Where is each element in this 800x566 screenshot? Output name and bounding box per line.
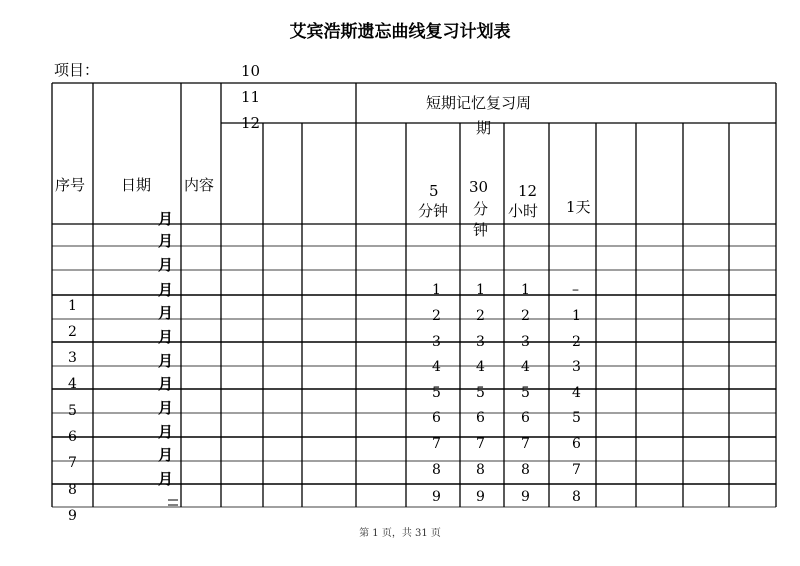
sequence-number: 7 bbox=[68, 455, 77, 471]
month-char: 月 bbox=[158, 281, 174, 299]
header-5min-unit: 分钟 bbox=[418, 202, 449, 220]
review-cell: 9 bbox=[476, 489, 485, 505]
review-cell: 8 bbox=[476, 462, 485, 478]
review-cell: 8 bbox=[432, 462, 441, 478]
month-char: 月 bbox=[158, 352, 174, 370]
review-cell: 2 bbox=[476, 308, 485, 324]
header-short-term-tail: 期 bbox=[476, 119, 492, 137]
header-seq: 序号 bbox=[55, 176, 86, 194]
sequence-number: 5 bbox=[68, 403, 77, 419]
review-cell: 4 bbox=[521, 359, 530, 375]
sequence-number: 4 bbox=[68, 376, 77, 392]
project-label: 项目： bbox=[54, 61, 100, 79]
review-cell: 3 bbox=[521, 334, 530, 350]
sequence-number: 9 bbox=[68, 508, 77, 524]
review-cell: 5 bbox=[572, 410, 581, 426]
header-content: 内容 bbox=[184, 176, 215, 194]
month-char: 月 bbox=[158, 399, 174, 417]
review-cell: 4 bbox=[476, 359, 485, 375]
review-cell: 1 bbox=[572, 308, 581, 324]
review-cell: 6 bbox=[521, 410, 530, 426]
review-cell: 7 bbox=[432, 436, 441, 452]
review-cell: 4 bbox=[572, 385, 581, 401]
review-cell: 5 bbox=[521, 385, 530, 401]
review-cell: 7 bbox=[521, 436, 530, 452]
review-cell: 1 bbox=[521, 282, 530, 298]
month-char: 月 bbox=[158, 232, 174, 250]
month-char: 月 bbox=[158, 304, 174, 322]
top-number-12: 12 bbox=[241, 114, 261, 132]
month-char: 月 bbox=[158, 256, 174, 274]
header-5min-number: 5 bbox=[429, 182, 439, 200]
review-cell: 1 bbox=[476, 282, 485, 298]
review-cell: 7 bbox=[476, 436, 485, 452]
review-cell: 6 bbox=[432, 410, 441, 426]
header-short-term: 短期记忆复习周 bbox=[426, 94, 532, 112]
review-cell: 8 bbox=[521, 462, 530, 478]
review-cell: 6 bbox=[476, 410, 485, 426]
sequence-number: 1 bbox=[68, 298, 77, 314]
review-cell: 2 bbox=[572, 334, 581, 350]
review-cell: 3 bbox=[432, 334, 441, 350]
sequence-number: 3 bbox=[68, 350, 77, 366]
review-cell: 9 bbox=[521, 489, 530, 505]
sequence-number: 8 bbox=[68, 482, 77, 498]
month-char: 月 bbox=[158, 210, 174, 228]
review-cell: 3 bbox=[572, 359, 581, 375]
review-cell: 4 bbox=[432, 359, 441, 375]
header-date: 日期 bbox=[121, 176, 152, 194]
top-number-10: 10 bbox=[241, 62, 261, 80]
review-cell: 7 bbox=[572, 462, 581, 478]
header-30min-unit-a: 分 bbox=[473, 200, 489, 218]
month-char: 月 bbox=[158, 446, 174, 464]
review-cell: 6 bbox=[572, 436, 581, 452]
review-cell: 3 bbox=[476, 334, 485, 350]
header-12h-unit: 小时 bbox=[508, 202, 539, 220]
month-char: 月 bbox=[158, 375, 174, 393]
month-char: 月 bbox=[158, 328, 174, 346]
header-30min-unit-b: 钟 bbox=[473, 221, 489, 239]
review-cell: 1 bbox=[432, 282, 441, 298]
header-30min-number: 30 bbox=[469, 178, 489, 196]
page-footer: 第 1 页，共 31 页 bbox=[359, 528, 441, 539]
review-cell: 8 bbox=[572, 489, 581, 505]
review-cell: 5 bbox=[476, 385, 485, 401]
review-cell: 2 bbox=[521, 308, 530, 324]
page-title: 艾宾浩斯遗忘曲线复习计划表 bbox=[289, 22, 511, 42]
sequence-number: 6 bbox=[68, 429, 77, 445]
review-cell: 5 bbox=[432, 385, 441, 401]
month-char: 月 bbox=[158, 423, 174, 441]
header-1day: 1天 bbox=[566, 198, 591, 216]
header-12h-number: 12 bbox=[518, 182, 538, 200]
month-char: 月 bbox=[158, 470, 174, 488]
sequence-number: 2 bbox=[68, 324, 77, 340]
review-cell: 2 bbox=[432, 308, 441, 324]
review-cell: 9 bbox=[432, 489, 441, 505]
top-number-11: 11 bbox=[241, 88, 261, 106]
review-cell: – bbox=[572, 282, 579, 298]
